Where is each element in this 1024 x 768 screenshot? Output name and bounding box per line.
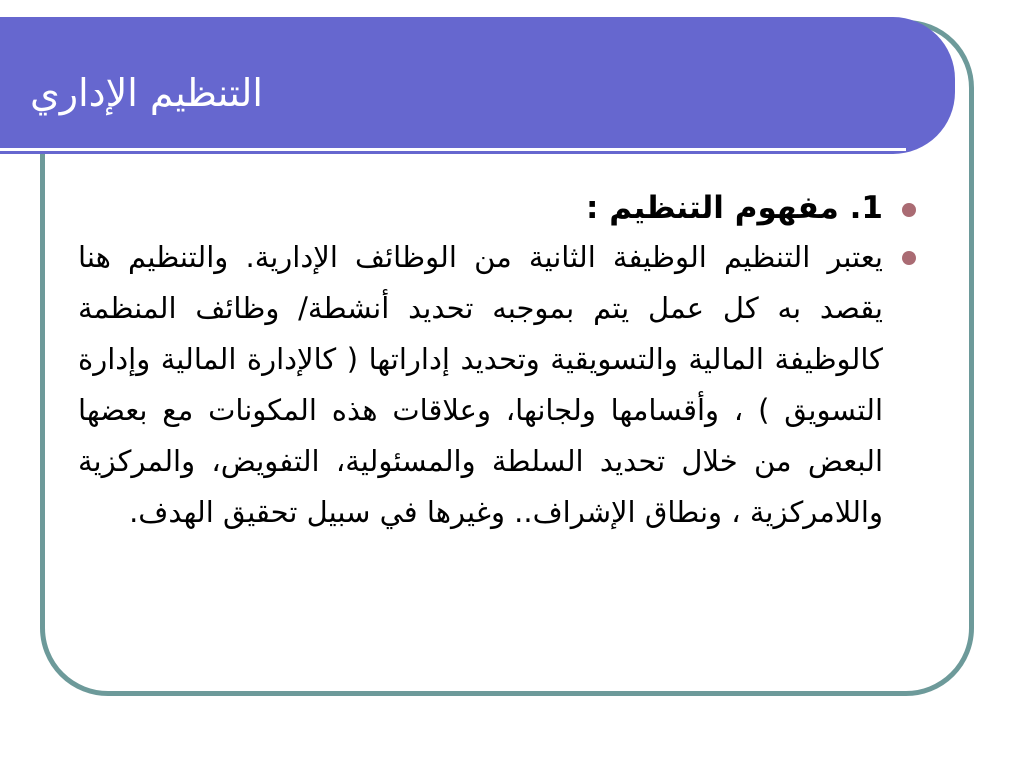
bullet-dot-icon — [902, 251, 916, 265]
bullet-dot-icon — [902, 203, 916, 217]
bullet-paragraph-text: يعتبر التنظيم الوظيفة الثانية من الوظائف الإدارية. والتنظيم هنا يقصد به كل عمل يتم بموجبه تحديد أنشطة/ وظائف المنظمة كالوظيفة المالية والتسويقية وتحديد إداراتها ( كالإدارة المالية وإدارة التسويق ) ، وأقسامها ولجانها، وعلاقات هذه المكونات مع بعضها البعض من خلال تحديد السلطة والمسئولية، التفويض، والمركزية واللامركزية ، ونطاق الإشراف.. وغيرها في سبيل تحقيق الهدف. — [78, 240, 883, 529]
title-underline — [0, 148, 906, 151]
bullet-item-paragraph — [78, 232, 918, 538]
slide-title: التنظيم الإداري — [30, 71, 263, 115]
bullet-item-heading — [78, 184, 918, 232]
title-band — [0, 17, 955, 154]
slide-content — [78, 184, 918, 538]
bullet-heading-text: 1. مفهوم التنظيم : — [586, 190, 883, 226]
